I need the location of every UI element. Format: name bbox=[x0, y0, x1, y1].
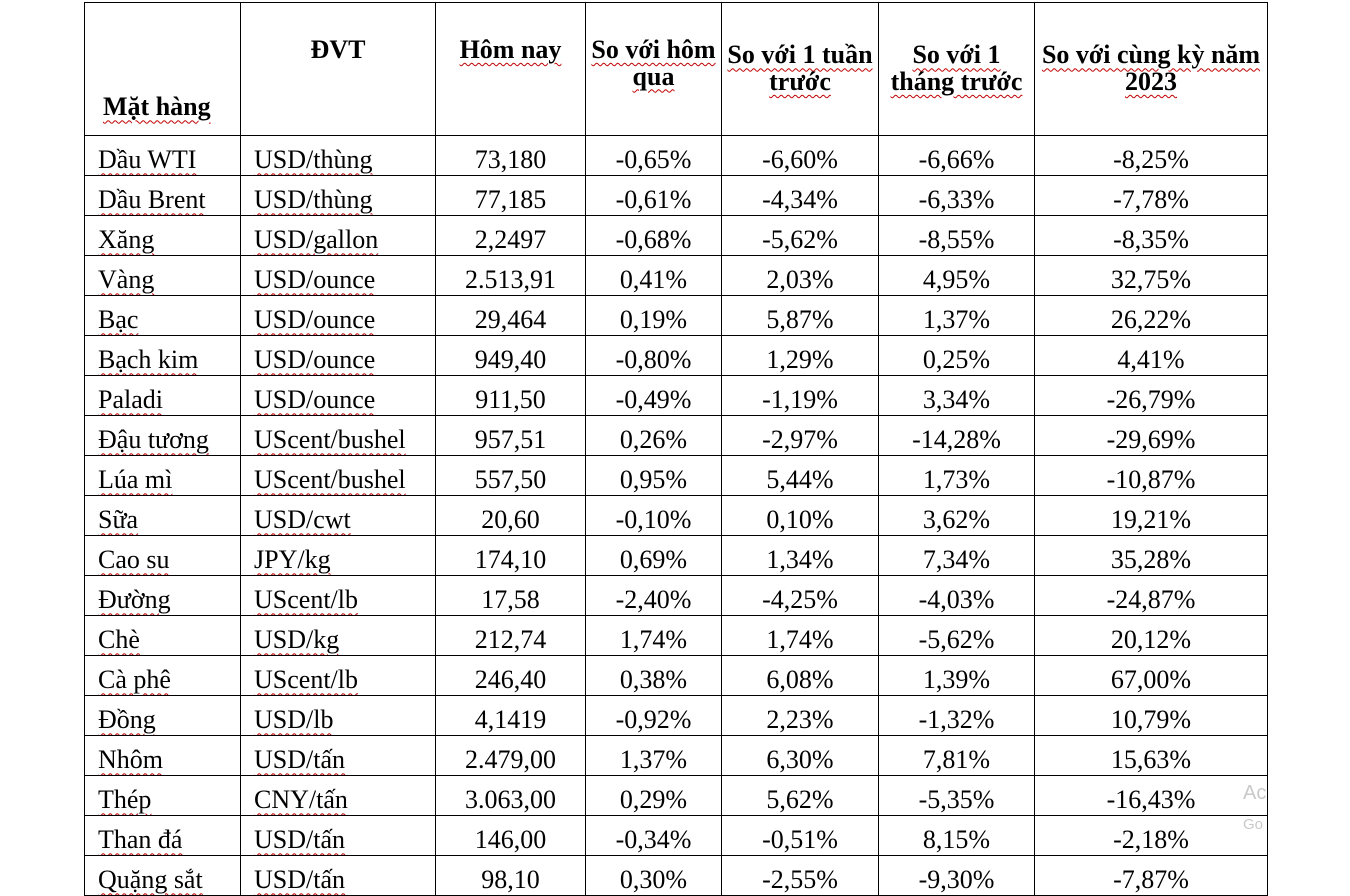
header-vs-yesterday: So với hôm qua bbox=[586, 3, 722, 136]
cell-vs-yesterday: -0,49% bbox=[586, 376, 722, 416]
cell-vs-last-week: -4,25% bbox=[722, 576, 879, 616]
cell-vs-same-period: -8,35% bbox=[1035, 216, 1268, 256]
cell-unit: USD/ounce bbox=[241, 376, 436, 416]
cell-vs-same-period: 19,21% bbox=[1035, 496, 1268, 536]
table-row bbox=[85, 696, 1268, 736]
cell-vs-same-period: 26,22% bbox=[1035, 296, 1268, 336]
table-row bbox=[85, 576, 1268, 616]
cell-today: 246,40 bbox=[436, 656, 586, 696]
cell-vs-same-period: -8,25% bbox=[1035, 136, 1268, 176]
table-row bbox=[85, 616, 1268, 656]
cell-commodity: Paladi bbox=[85, 376, 241, 416]
cell-commodity: Đậu tương bbox=[85, 416, 241, 456]
table-row bbox=[85, 336, 1268, 376]
cell-vs-same-period: 4,41% bbox=[1035, 336, 1268, 376]
cell-commodity: Sữa bbox=[85, 496, 241, 536]
cell-today: 2,2497 bbox=[436, 216, 586, 256]
cell-commodity: Bạc bbox=[85, 296, 241, 336]
table-row bbox=[85, 776, 1268, 816]
cell-today: 77,185 bbox=[436, 176, 586, 216]
cell-vs-last-week: 6,30% bbox=[722, 736, 879, 776]
table-row bbox=[85, 536, 1268, 576]
cell-unit: UScent/lb bbox=[241, 576, 436, 616]
header-vs-same-period-2023: So với cùng kỳ năm 2023 bbox=[1035, 3, 1268, 136]
cell-commodity: Quặng sắt bbox=[85, 856, 241, 896]
cell-today: 17,58 bbox=[436, 576, 586, 616]
cell-vs-same-period: -2,18% bbox=[1035, 816, 1268, 856]
header-vs-last-month: So với 1 tháng trước bbox=[879, 3, 1035, 136]
cell-vs-same-period: 20,12% bbox=[1035, 616, 1268, 656]
table-row bbox=[85, 656, 1268, 696]
cell-unit: USD/tấn bbox=[241, 856, 436, 896]
cell-vs-yesterday: 0,26% bbox=[586, 416, 722, 456]
cell-vs-same-period: 15,63% bbox=[1035, 736, 1268, 776]
cell-today: 911,50 bbox=[436, 376, 586, 416]
cell-unit: UScent/bushel bbox=[241, 416, 436, 456]
cell-unit: USD/ounce bbox=[241, 256, 436, 296]
cell-today: 4,1419 bbox=[436, 696, 586, 736]
cell-unit: CNY/tấn bbox=[241, 776, 436, 816]
cell-vs-last-week: -6,60% bbox=[722, 136, 879, 176]
cell-today: 20,60 bbox=[436, 496, 586, 536]
cell-today: 949,40 bbox=[436, 336, 586, 376]
cell-vs-last-month: -1,32% bbox=[879, 696, 1035, 736]
cell-vs-last-week: 5,87% bbox=[722, 296, 879, 336]
cell-unit: USD/gallon bbox=[241, 216, 436, 256]
cell-today: 557,50 bbox=[436, 456, 586, 496]
cell-unit: UScent/bushel bbox=[241, 456, 436, 496]
cell-vs-yesterday: -0,68% bbox=[586, 216, 722, 256]
cell-today: 2.513,91 bbox=[436, 256, 586, 296]
table-body bbox=[85, 136, 1268, 896]
watermark-line-2: Go bbox=[1243, 816, 1264, 833]
cell-vs-last-month: 1,37% bbox=[879, 296, 1035, 336]
cell-today: 212,74 bbox=[436, 616, 586, 656]
cell-vs-last-month: -9,30% bbox=[879, 856, 1035, 896]
cell-vs-same-period: -16,43% bbox=[1035, 776, 1268, 816]
cell-vs-yesterday: 1,74% bbox=[586, 616, 722, 656]
cell-unit: USD/cwt bbox=[241, 496, 436, 536]
cell-vs-yesterday: 0,38% bbox=[586, 656, 722, 696]
cell-vs-last-week: -1,19% bbox=[722, 376, 879, 416]
cell-vs-last-month: 1,73% bbox=[879, 456, 1035, 496]
cell-commodity: Chè bbox=[85, 616, 241, 656]
cell-commodity: Nhôm bbox=[85, 736, 241, 776]
cell-vs-yesterday: -0,34% bbox=[586, 816, 722, 856]
windows-activation-watermark bbox=[1243, 783, 1266, 832]
cell-vs-last-week: 1,29% bbox=[722, 336, 879, 376]
cell-vs-same-period: -10,87% bbox=[1035, 456, 1268, 496]
cell-today: 146,00 bbox=[436, 816, 586, 856]
cell-today: 957,51 bbox=[436, 416, 586, 456]
table-header-row bbox=[85, 3, 1268, 136]
commodity-price-table bbox=[84, 2, 1268, 896]
cell-vs-same-period: -7,78% bbox=[1035, 176, 1268, 216]
cell-unit: USD/ounce bbox=[241, 336, 436, 376]
cell-today: 3.063,00 bbox=[436, 776, 586, 816]
cell-vs-last-month: 3,34% bbox=[879, 376, 1035, 416]
cell-vs-last-week: 2,03% bbox=[722, 256, 879, 296]
cell-unit: USD/lb bbox=[241, 696, 436, 736]
cell-commodity: Dầu WTI bbox=[85, 136, 241, 176]
cell-vs-yesterday: 0,19% bbox=[586, 296, 722, 336]
table-row bbox=[85, 176, 1268, 216]
cell-vs-last-month: -4,03% bbox=[879, 576, 1035, 616]
cell-vs-same-period: 67,00% bbox=[1035, 656, 1268, 696]
table-row bbox=[85, 296, 1268, 336]
cell-vs-yesterday: 0,95% bbox=[586, 456, 722, 496]
header-vs-last-week: So với 1 tuần trước bbox=[722, 3, 879, 136]
cell-unit: JPY/kg bbox=[241, 536, 436, 576]
cell-unit: USD/tấn bbox=[241, 736, 436, 776]
table-row bbox=[85, 136, 1268, 176]
table-row bbox=[85, 256, 1268, 296]
cell-commodity: Thép bbox=[85, 776, 241, 816]
cell-vs-last-month: 1,39% bbox=[879, 656, 1035, 696]
cell-vs-last-month: 4,95% bbox=[879, 256, 1035, 296]
cell-vs-yesterday: 1,37% bbox=[586, 736, 722, 776]
cell-today: 98,10 bbox=[436, 856, 586, 896]
cell-vs-same-period: 35,28% bbox=[1035, 536, 1268, 576]
cell-vs-same-period: -26,79% bbox=[1035, 376, 1268, 416]
cell-vs-yesterday: 0,29% bbox=[586, 776, 722, 816]
cell-commodity: Đường bbox=[85, 576, 241, 616]
watermark-line-1: Ac bbox=[1243, 782, 1267, 804]
cell-vs-same-period: 10,79% bbox=[1035, 696, 1268, 736]
cell-vs-last-month: -8,55% bbox=[879, 216, 1035, 256]
cell-vs-last-week: 5,62% bbox=[722, 776, 879, 816]
cell-vs-yesterday: -0,80% bbox=[586, 336, 722, 376]
cell-vs-yesterday: 0,30% bbox=[586, 856, 722, 896]
cell-vs-last-week: -0,51% bbox=[722, 816, 879, 856]
header-today: Hôm nay bbox=[436, 3, 586, 136]
cell-commodity: Dầu Brent bbox=[85, 176, 241, 216]
cell-vs-yesterday: 0,69% bbox=[586, 536, 722, 576]
cell-vs-last-month: 8,15% bbox=[879, 816, 1035, 856]
cell-commodity: Cao su bbox=[85, 536, 241, 576]
cell-commodity: Đồng bbox=[85, 696, 241, 736]
cell-commodity: Than đá bbox=[85, 816, 241, 856]
cell-vs-yesterday: -0,65% bbox=[586, 136, 722, 176]
cell-unit: USD/thùng bbox=[241, 136, 436, 176]
cell-vs-same-period: -24,87% bbox=[1035, 576, 1268, 616]
cell-unit: USD/thùng bbox=[241, 176, 436, 216]
cell-today: 73,180 bbox=[436, 136, 586, 176]
cell-vs-yesterday: -0,92% bbox=[586, 696, 722, 736]
cell-vs-yesterday: -0,10% bbox=[586, 496, 722, 536]
cell-vs-last-week: 1,74% bbox=[722, 616, 879, 656]
cell-vs-last-week: 2,23% bbox=[722, 696, 879, 736]
cell-vs-yesterday: -0,61% bbox=[586, 176, 722, 216]
cell-vs-last-week: 6,08% bbox=[722, 656, 879, 696]
table-row bbox=[85, 216, 1268, 256]
cell-vs-last-month: -6,33% bbox=[879, 176, 1035, 216]
cell-vs-last-week: -2,55% bbox=[722, 856, 879, 896]
cell-vs-last-month: 3,62% bbox=[879, 496, 1035, 536]
cell-vs-last-month: 7,34% bbox=[879, 536, 1035, 576]
cell-vs-last-month: -5,35% bbox=[879, 776, 1035, 816]
cell-vs-last-week: 5,44% bbox=[722, 456, 879, 496]
cell-vs-last-month: 7,81% bbox=[879, 736, 1035, 776]
cell-today: 2.479,00 bbox=[436, 736, 586, 776]
cell-today: 29,464 bbox=[436, 296, 586, 336]
cell-vs-same-period: -7,87% bbox=[1035, 856, 1268, 896]
table-row bbox=[85, 736, 1268, 776]
cell-vs-yesterday: 0,41% bbox=[586, 256, 722, 296]
cell-vs-last-month: -6,66% bbox=[879, 136, 1035, 176]
cell-vs-last-week: 1,34% bbox=[722, 536, 879, 576]
cell-vs-last-month: -14,28% bbox=[879, 416, 1035, 456]
cell-vs-last-month: 0,25% bbox=[879, 336, 1035, 376]
table-row bbox=[85, 416, 1268, 456]
header-commodity: Mặt hàng bbox=[85, 3, 241, 136]
cell-unit: USD/ounce bbox=[241, 296, 436, 336]
table-row bbox=[85, 816, 1268, 856]
cell-commodity: Bạch kim bbox=[85, 336, 241, 376]
cell-vs-last-week: -5,62% bbox=[722, 216, 879, 256]
cell-commodity: Vàng bbox=[85, 256, 241, 296]
cell-commodity: Lúa mì bbox=[85, 456, 241, 496]
cell-vs-same-period: 32,75% bbox=[1035, 256, 1268, 296]
cell-unit: USD/kg bbox=[241, 616, 436, 656]
cell-vs-last-week: 0,10% bbox=[722, 496, 879, 536]
table-row bbox=[85, 856, 1268, 896]
cell-vs-yesterday: -2,40% bbox=[586, 576, 722, 616]
table-row bbox=[85, 496, 1268, 536]
cell-commodity: Xăng bbox=[85, 216, 241, 256]
cell-vs-last-week: -2,97% bbox=[722, 416, 879, 456]
table-row bbox=[85, 376, 1268, 416]
cell-today: 174,10 bbox=[436, 536, 586, 576]
cell-vs-last-month: -5,62% bbox=[879, 616, 1035, 656]
table-row bbox=[85, 456, 1268, 496]
header-unit: ĐVT bbox=[241, 3, 436, 136]
cell-commodity: Cà phê bbox=[85, 656, 241, 696]
cell-unit: UScent/lb bbox=[241, 656, 436, 696]
cell-vs-same-period: -29,69% bbox=[1035, 416, 1268, 456]
cell-unit: USD/tấn bbox=[241, 816, 436, 856]
cell-vs-last-week: -4,34% bbox=[722, 176, 879, 216]
